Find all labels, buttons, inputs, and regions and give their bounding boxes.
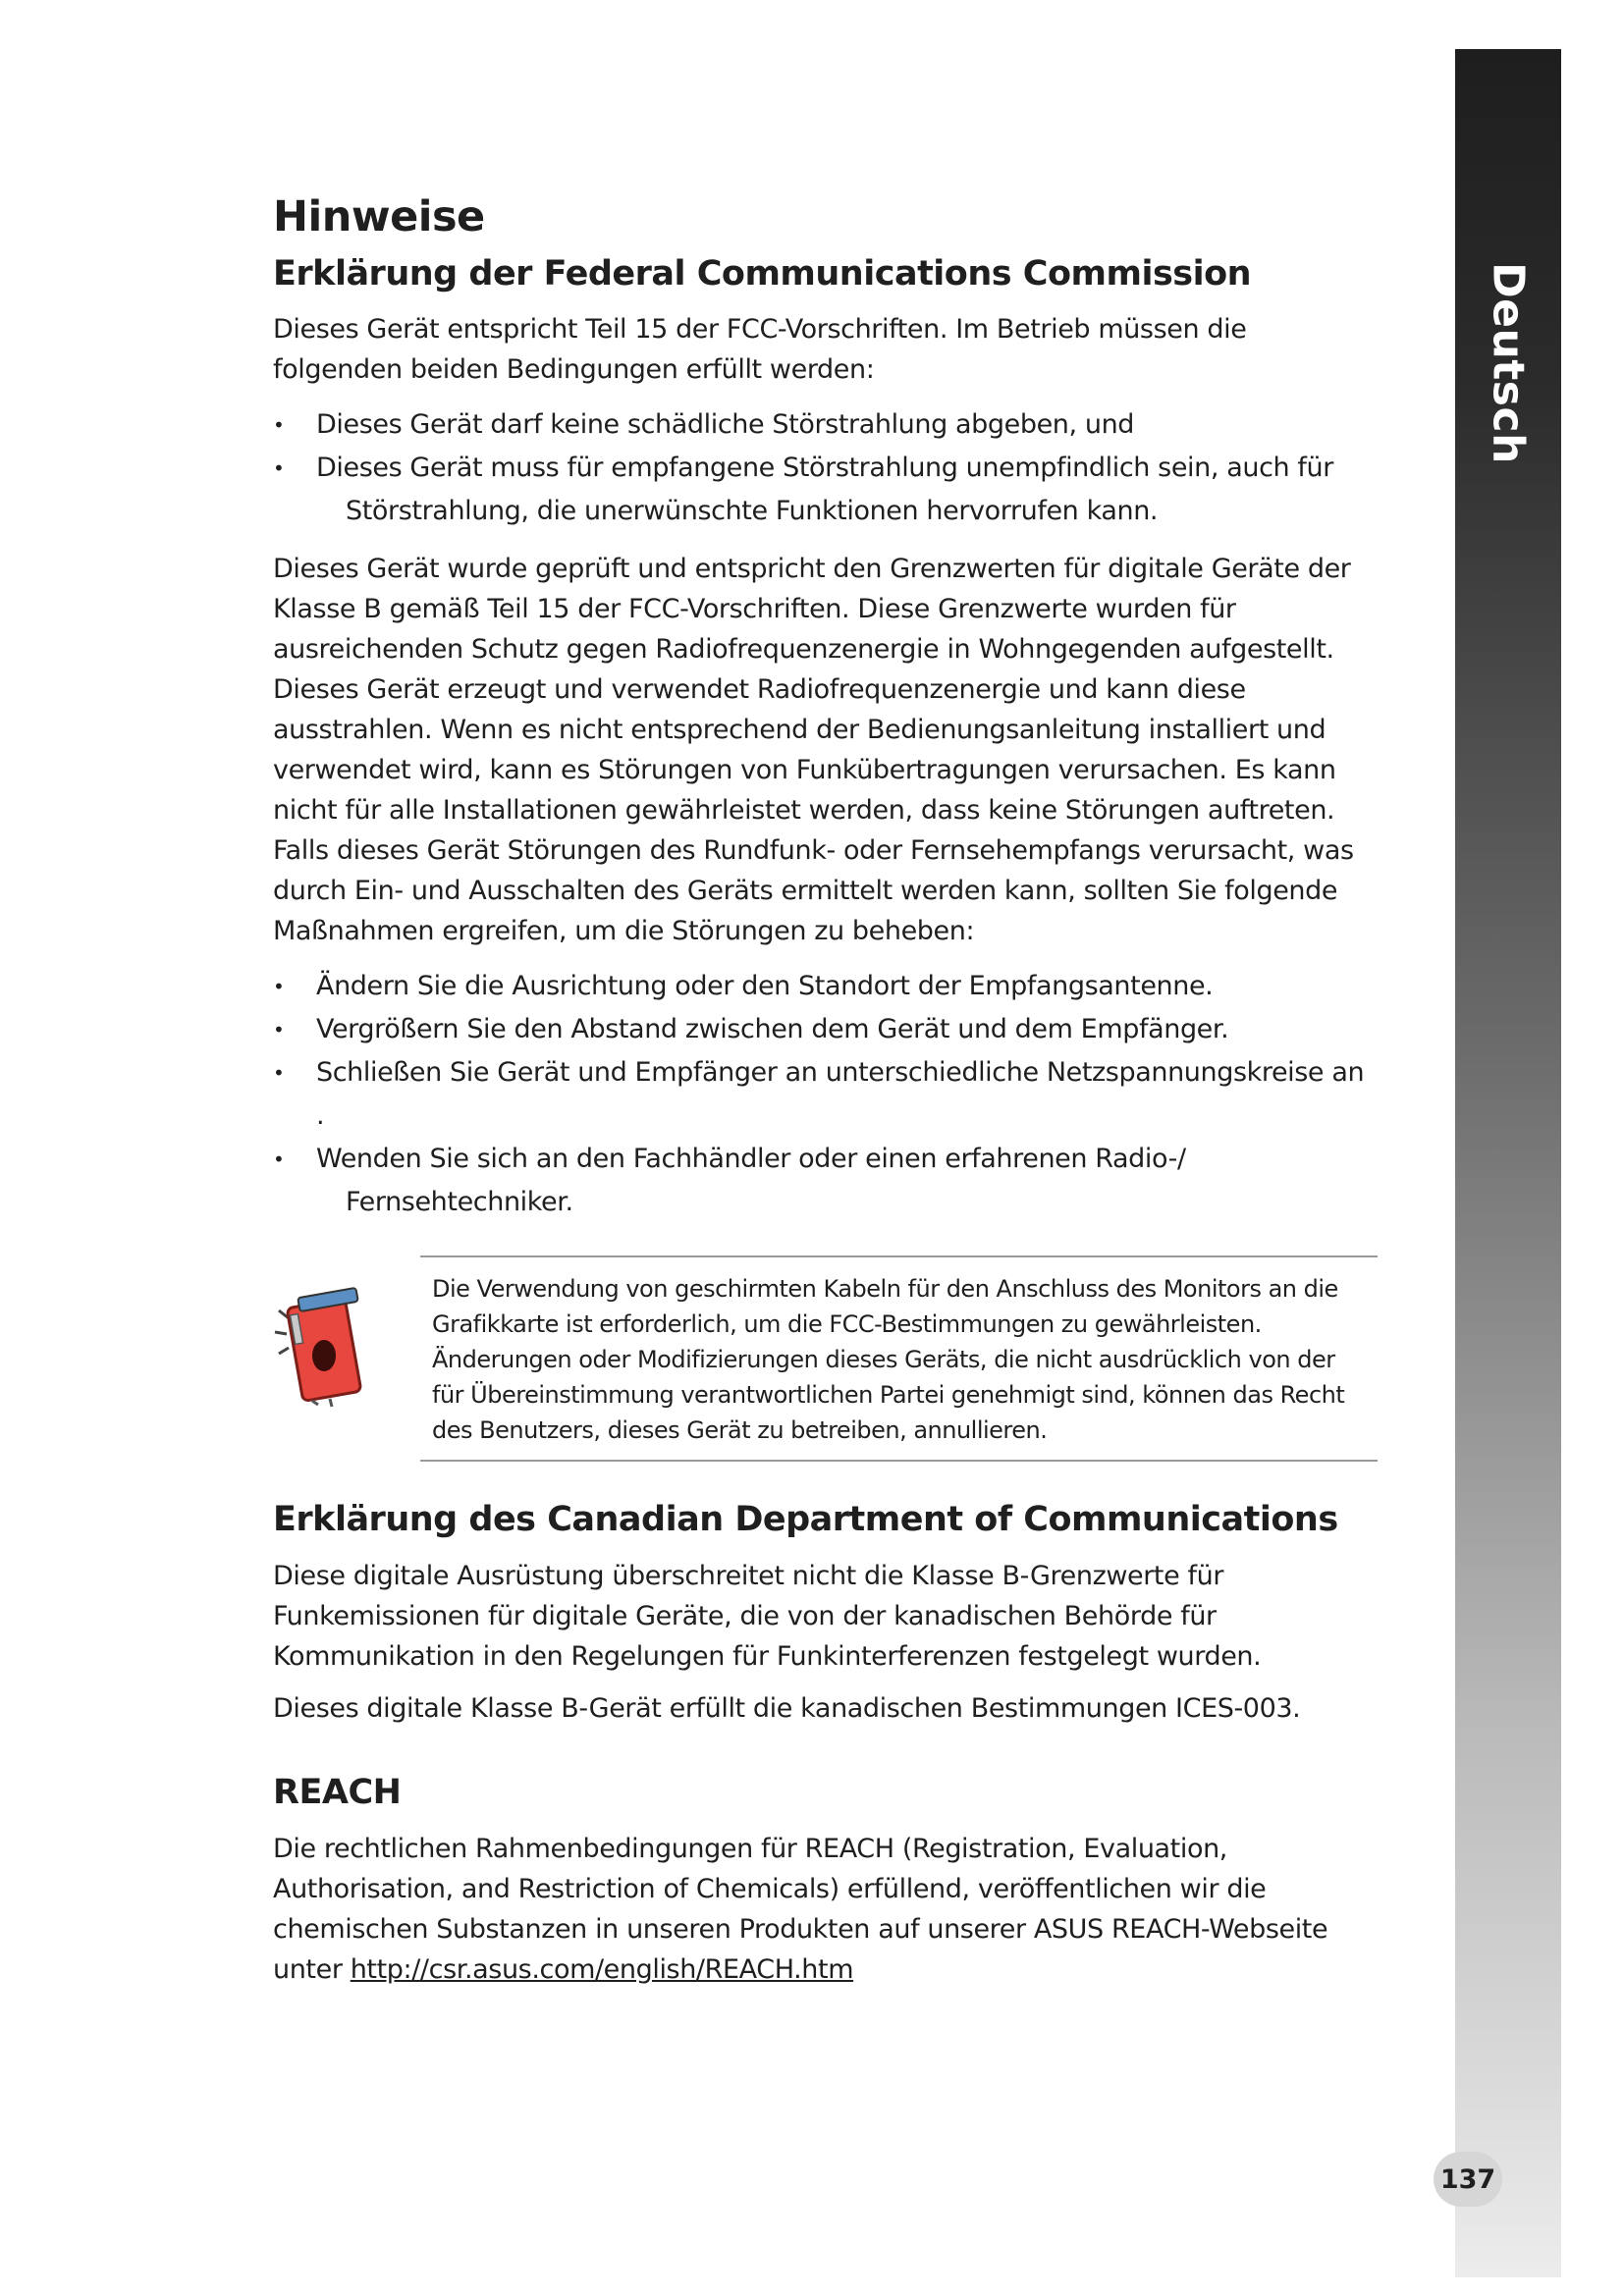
canada-paragraph-2: Dieses digitale Klasse B-Gerät erfüllt die kanadischen Bestimmungen ICES-003. — [273, 1693, 1301, 1725]
reach-link[interactable]: http://csr.asus.com/english/REACH.htm — [350, 1953, 854, 1985]
list-item — [273, 1138, 1378, 1224]
warning-card-icon — [273, 1275, 367, 1413]
note-block — [273, 1255, 1378, 1462]
fcc-intro: Dieses Gerät entspricht Teil 15 der FCC-Vorschriften. Im Betrieb müssen die folgenden beiden Bedingungen erfüllt werden: — [273, 314, 1247, 386]
canada-paragraph-1: Diese digitale Ausrüstung überschreitet nicht die Klasse B-Grenzwerte für Funkemissionen für digitale Geräte, die von der kanadischen Behörde für Kommunikation in den Regelungen für Funkinterferenzen festgelegt wurden. — [273, 1561, 1262, 1673]
page-number: 137 — [1434, 2152, 1502, 2207]
list-item-text: Schließen Sie Gerät und Empfänger an unterschiedliche Netzspannungskreise an . — [316, 1057, 1365, 1132]
list-item-continuation: Störstrahlung, die unerwünschte Funktionen hervorrufen kann. — [346, 496, 1159, 527]
list-item — [273, 1051, 1378, 1138]
canada-section — [273, 1499, 1378, 1729]
list-item — [273, 1008, 1378, 1051]
note-text: Die Verwendung von geschirmten Kabeln für den Anschluss des Monitors an die Grafikkarte ist erforderlich, um die FCC-Bestimmungen zu gewährleisten. Änderungen oder Modifizierungen dieses Geräts, die nicht ausdrücklich von der für Übereinstimmung verantwortlichen Partei genehmigt sind, können das Recht des Benutzers, dieses Gerät zu betreiben, annullieren. — [432, 1275, 1345, 1445]
fcc-section — [273, 253, 1378, 1225]
list-item-text: Dieses Gerät darf keine schädliche Störstrahlung abgeben, und — [316, 409, 1135, 441]
reach-heading: REACH — [273, 1773, 402, 1813]
reach-text: Die rechtlichen Rahmenbedingungen für REACH (Registration, Evaluation, Authorisation, and Restriction of Chemicals) erfüllend, veröffentlichen wir die chemischen Substanzen in unseren Produkten auf unserer ASUS REACH-Webseite unter — [273, 1833, 1328, 1985]
list-item-continuation: Fernsehtechniker. — [346, 1187, 573, 1218]
list-item — [273, 447, 1378, 533]
list-item-text: Dieses Gerät muss für empfangene Störstrahlung unempfindlich sein, auch für — [316, 453, 1333, 484]
page-title: Hinweise — [273, 192, 485, 241]
list-item — [273, 403, 1378, 447]
canada-heading: Erklärung des Canadian Department of Communications — [273, 1500, 1338, 1540]
list-item — [273, 965, 1378, 1008]
fcc-body: Dieses Gerät wurde geprüft und entspricht den Grenzwerten für digitale Geräte der Klasse B gemäß Teil 15 der FCC-Vorschriften. Diese Grenzwerte wurden für ausreichenden Schutz gegen Radiofrequenzenergie in Wohngegenden aufgestellt. Dieses Gerät erzeugt und verwendet Radiofrequenzenergie und kann diese ausstrahlen. Wenn es nicht entsprechend der Bedienungsanleitung installiert und verwendet wird, kann es Störungen von Funkübertragungen verursachen. Es kann nicht für alle Installationen gewährleistet werden, dass keine Störungen auftreten. Falls dieses Gerät Störungen des Rundfunk- oder Fernsehempfangs verursacht, was durch Ein- und Ausschalten des Geräts ermittelt werden kann, sollten Sie folgende Maßnahmen ergreifen, um die Störungen zu beheben: — [273, 554, 1354, 947]
note-box — [420, 1255, 1378, 1462]
page-content — [273, 192, 1378, 2002]
reach-paragraph — [273, 1829, 1378, 1990]
sidebar-language-label: Deutsch — [1483, 262, 1534, 464]
list-item-text: Vergrößern Sie den Abstand zwischen dem Gerät und dem Empfänger. — [316, 1014, 1229, 1045]
fcc-heading: Erklärung der Federal Communications Commission — [273, 253, 1252, 294]
fcc-measures-list — [273, 965, 1378, 1224]
list-item-text: Ändern Sie die Ausrichtung oder den Standort der Empfangsantenne. — [316, 971, 1214, 1002]
reach-section — [273, 1772, 1378, 1990]
list-item-text: Wenden Sie sich an den Fachhändler oder einen erfahrenen Radio-/ — [316, 1144, 1186, 1175]
fcc-conditions-list — [273, 403, 1378, 533]
